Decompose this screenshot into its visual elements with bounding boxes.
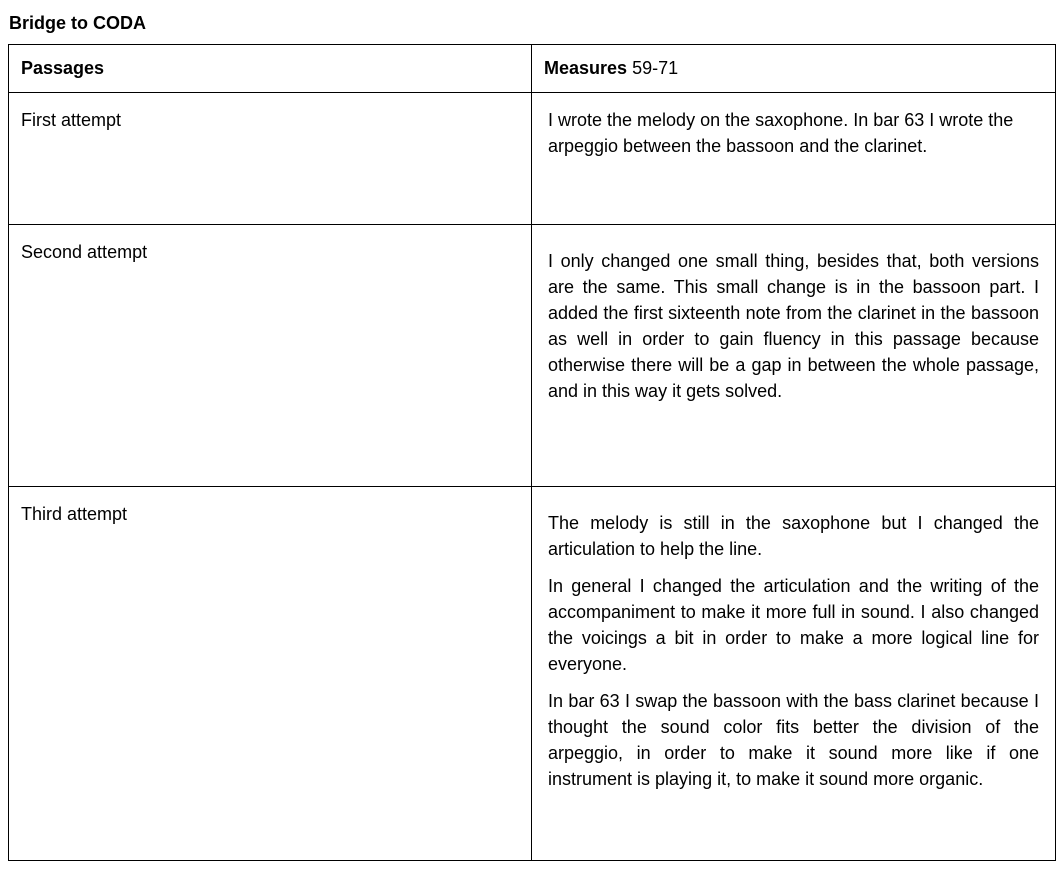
attempt-label-cell [9, 93, 532, 225]
attempt-label: Second attempt [21, 242, 148, 262]
header-measures-label: Measures [544, 58, 628, 78]
document-title: Bridge to CODA [9, 13, 146, 33]
attempt-description-cell [532, 225, 1056, 487]
table-row-first-attempt [9, 93, 1056, 225]
description-paragraph: In bar 63 I swap the bassoon with the bass clarinet because I thought the sound color fits better the division of the arpeggio, in order to make it sound more like if one instrument is playing it, to make it sound more organic. [548, 691, 1039, 789]
attempt-label-cell [9, 487, 532, 861]
header-cell-passages [9, 45, 532, 93]
header-measures-range: 59-71 [627, 58, 679, 78]
header-passages-label: Passages [21, 58, 105, 78]
description-paragraph: I only changed one small thing, besides that, both versions are the same. This small change is in the bassoon part. I added the first sixteenth note from the clarinet in the bassoon as well in order to gain fluency in this passage because otherwise there will be a gap in between the whole passage, and in this way it gets solved. [548, 251, 1039, 401]
table-row-third-attempt [9, 487, 1056, 861]
attempt-label-cell [9, 225, 532, 487]
attempt-description-cell [532, 93, 1056, 225]
attempt-label: Third attempt [21, 504, 128, 524]
description-paragraph: In general I changed the articulation and the writing of the accompaniment to make it more full in sound. I also changed the voicings a bit in order to make a more logical line for everyone. [548, 576, 1039, 674]
description-paragraph: I wrote the melody on the saxophone. In bar 63 I wrote the arpeggio between the bassoon and the clarinet. [548, 110, 1014, 156]
header-cell-measures [532, 45, 1056, 93]
passages-table [8, 44, 1056, 861]
table-header-row [9, 45, 1056, 93]
description-paragraph: The melody is still in the saxophone but I changed the articulation to help the line. [548, 513, 1039, 559]
attempt-label: First attempt [21, 110, 122, 130]
attempt-description-cell [532, 487, 1056, 861]
table-row-second-attempt [9, 225, 1056, 487]
